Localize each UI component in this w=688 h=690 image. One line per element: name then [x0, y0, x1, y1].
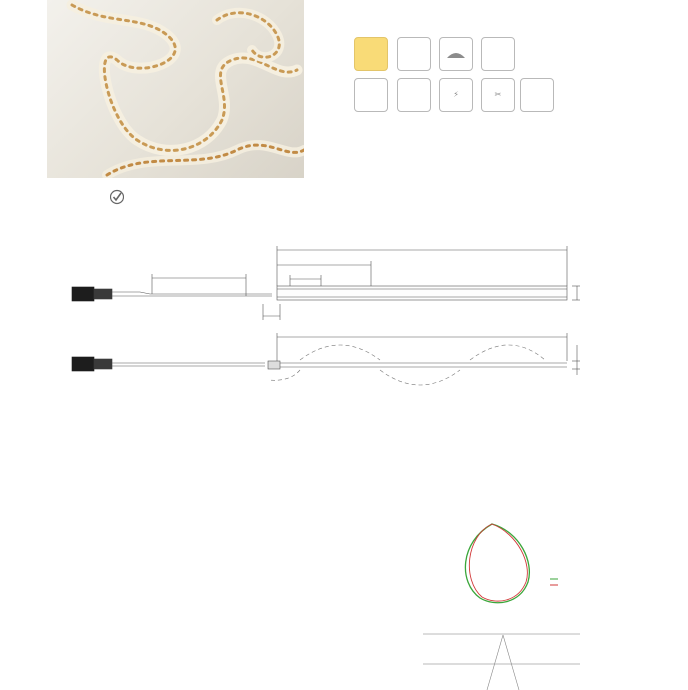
scissors-icon: ✂: [494, 90, 502, 99]
density-badge: [397, 78, 431, 112]
cct-badge: [354, 37, 388, 71]
power-badge: [439, 78, 473, 112]
polar-chart: [400, 432, 600, 610]
ip-rating-badge: [439, 37, 473, 71]
led-strip-illustration: [47, 0, 304, 178]
rohs-logo: [110, 189, 152, 209]
cri-badge: [520, 78, 554, 112]
checkmark-icon: [110, 189, 124, 205]
width-badge: [481, 37, 515, 71]
polar-curve-c90: [465, 524, 529, 603]
lightning-icon: ⚡: [453, 90, 459, 99]
product-photo: [47, 0, 304, 178]
lumen-badge: [397, 37, 431, 71]
voltage-badge: [354, 78, 388, 112]
cut-badge: [481, 78, 515, 112]
ip-profile-icon: [445, 50, 467, 59]
illuminance-diagram: [415, 626, 590, 690]
polar-curve-c0: [469, 524, 527, 601]
technical-drawing: [0, 230, 688, 400]
